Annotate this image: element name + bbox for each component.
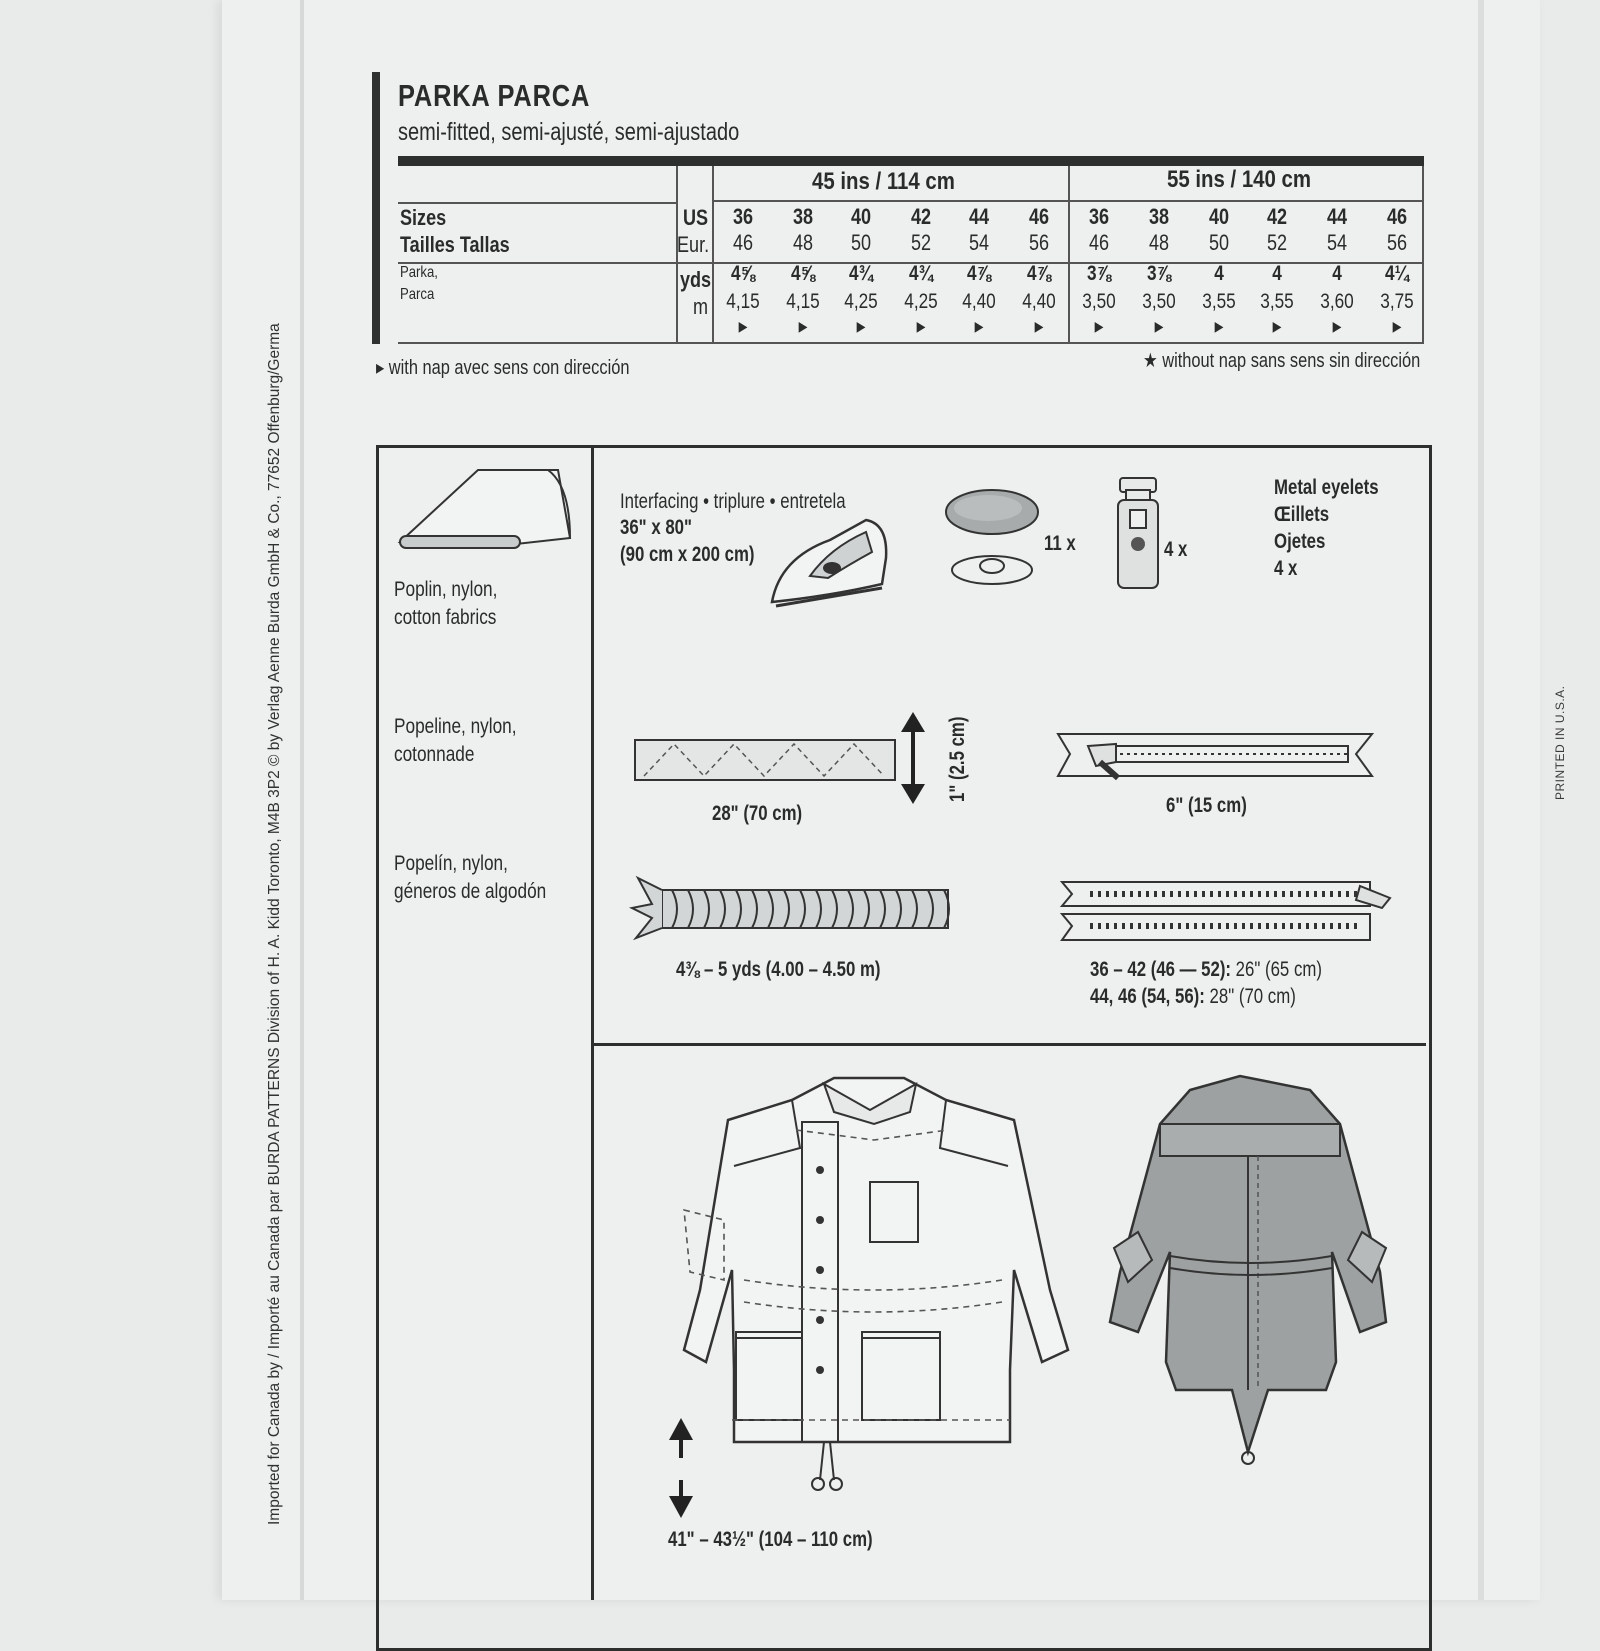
nap-mark: ▶ [916, 318, 926, 334]
snap-fastener-icon [944, 488, 1044, 588]
size-eur: 56 [1386, 230, 1408, 255]
box-divider [594, 1043, 1426, 1046]
size-us: 40 [1208, 204, 1230, 229]
cord-stopper-icon [1116, 476, 1160, 590]
stopper-quantity: 4 x [1164, 538, 1188, 561]
width-group-45: 45 ins / 114 cm [812, 168, 955, 195]
width-arrow-icon [898, 712, 928, 804]
yardage-yds: 4⅞ [1027, 262, 1051, 285]
yardage-meters: 3,55 [1260, 290, 1294, 313]
garment-length: 41" – 43½" (104 – 110 cm) [668, 1528, 873, 1551]
yardage-meters: 3,55 [1202, 290, 1236, 313]
table-top-rule [398, 156, 1424, 166]
size-eur: 48 [792, 230, 814, 255]
fabric-line: Popeline, nylon, [394, 715, 517, 738]
size-us: 42 [1266, 204, 1288, 229]
yardage-meters: 4,40 [962, 290, 996, 313]
nap-mark: ▶ [1154, 318, 1164, 334]
yardage-yds: 4¾ [849, 262, 873, 285]
yardage-yds: 4¾ [909, 262, 933, 285]
us-label: US [683, 205, 709, 230]
size-eur: 46 [732, 230, 754, 255]
size-us: 38 [792, 204, 814, 229]
fabric-line: cotonnade [394, 743, 475, 766]
nap-mark: ▶ [798, 318, 808, 334]
size-us: 40 [850, 204, 872, 229]
eur-label: Eur. [677, 232, 710, 257]
sizes-label: Sizes [400, 205, 447, 230]
size-us: 36 [732, 204, 754, 229]
tailles-label: Tailles Tallas [400, 232, 510, 257]
fabric-bolt-icon [398, 466, 570, 556]
yardage-meters: 3,60 [1320, 290, 1354, 313]
front-button [816, 1216, 824, 1224]
yardage-meters: 4,15 [786, 290, 820, 313]
zipper-length-value: 26" (65 cm) [1231, 958, 1322, 981]
size-eur: 50 [1208, 230, 1230, 255]
garment-title: PARKA PARCA [398, 78, 591, 113]
size-us: 36 [1088, 204, 1110, 229]
size-us: 38 [1148, 204, 1170, 229]
eyelets-line: Metal eyelets [1274, 476, 1379, 499]
yardage-yds: 4⅞ [967, 262, 991, 285]
front-button [816, 1266, 824, 1274]
nap-mark: ▶ [856, 318, 866, 334]
yardage-meters: 3,50 [1142, 290, 1176, 313]
parka-front-illustration [684, 1070, 1074, 1530]
long-zipper-sizes-1 [1090, 956, 1322, 983]
zipper-sizes-range: 44, 46 (54, 56): [1090, 985, 1205, 1008]
table-rule [398, 342, 1424, 344]
without-nap-legend: ★ without nap sans sens sin dirección [1143, 350, 1421, 372]
front-button [816, 1366, 824, 1374]
size-eur: 54 [968, 230, 990, 255]
tape-width: 1" (2.5 cm) [946, 716, 969, 802]
eyelets-quantity: 4 x [1274, 557, 1298, 580]
twill-tape-icon [634, 736, 896, 784]
size-us: 44 [968, 204, 990, 229]
fabric-es [394, 850, 546, 906]
yardage-meters: 4,15 [726, 290, 760, 313]
page-fold-shadow [300, 0, 304, 1600]
size-eur: 54 [1326, 230, 1348, 255]
size-eur: 52 [1266, 230, 1288, 255]
yardage-yds: 4 [1332, 262, 1342, 285]
size-eur: 46 [1088, 230, 1110, 255]
size-us: 46 [1028, 204, 1050, 229]
yardage-meters: 3,50 [1082, 290, 1116, 313]
fabric-fr [394, 713, 517, 769]
table-rule [1068, 166, 1070, 344]
eyelets-line: Œillets [1274, 503, 1330, 526]
eyelets-line: Ojetes [1274, 530, 1326, 553]
size-us: 44 [1326, 204, 1348, 229]
eyelets-label [1274, 474, 1379, 582]
yardage-yds: 4 [1272, 262, 1282, 285]
iron-icon [770, 518, 888, 608]
size-us: 46 [1386, 204, 1408, 229]
yardage-yds: 3⅞ [1087, 262, 1111, 285]
yardage-yds: 4¼ [1385, 262, 1409, 285]
size-eur: 48 [1148, 230, 1170, 255]
m-label: m [693, 294, 709, 319]
drawcord-icon [632, 878, 952, 940]
nap-mark: ▶ [1332, 318, 1342, 334]
nap-mark: ▶ [1034, 318, 1044, 334]
box-divider [591, 448, 594, 1600]
fabric-line: Poplin, nylon, [394, 578, 498, 601]
zipper-sizes-range: 36 – 42 (46 — 52): [1090, 958, 1232, 981]
with-nap-legend: ▸ with nap avec sens con dirección [376, 357, 630, 379]
interfacing-size: 36" x 80" [620, 516, 692, 539]
long-zipper-sizes-2 [1090, 983, 1296, 1010]
nap-mark: ▶ [1094, 318, 1104, 334]
yardage-meters: 4,40 [1022, 290, 1056, 313]
yardage-yds: 4⅝ [791, 262, 815, 285]
fabric-line: cotton fabrics [394, 606, 497, 629]
zipper-length-value: 28" (70 cm) [1204, 985, 1296, 1008]
size-eur: 50 [850, 230, 872, 255]
table-rule [1422, 166, 1424, 344]
nap-mark: ▶ [974, 318, 984, 334]
drawcord-length: 4⅜ – 5 yds (4.00 – 4.50 m) [676, 958, 881, 981]
short-zipper-icon [1056, 732, 1374, 778]
nap-mark: ▶ [1392, 318, 1402, 334]
yds-label: yds [680, 267, 712, 292]
front-button [816, 1316, 824, 1324]
yardage-yds: 4 [1214, 262, 1224, 285]
snaps-quantity: 11 x [1044, 532, 1076, 555]
length-arrow-icon [666, 1418, 696, 1518]
separating-zipper-icon [1060, 880, 1398, 944]
importer-notice: Imported for Canada by / Importé au Canada par BURDA PATTERNS Division of H. A. Kidd Toronto, M4B 3P2 © by Verlag Aenne Burda GmbH & Co., 77652 Offenburg/Germa [266, 323, 283, 1525]
short-zipper-length: 6" (15 cm) [1166, 794, 1247, 817]
nap-mark: ▶ [738, 318, 748, 334]
yardage-meters: 4,25 [844, 290, 878, 313]
table-rule [712, 166, 714, 344]
interfacing-label: Interfacing • triplure • entretela [620, 490, 846, 513]
fabric-line: Popelín, nylon, [394, 852, 508, 875]
size-us: 42 [910, 204, 932, 229]
size-eur: 56 [1028, 230, 1050, 255]
interfacing-size-metric: (90 cm x 200 cm) [620, 543, 755, 566]
garment-subtitle: semi-fitted, semi-ajusté, semi-ajustado [398, 118, 740, 146]
page-edge [1478, 0, 1484, 1600]
fabric-line: géneros de algodón [394, 880, 547, 903]
yardage-yds: 3⅞ [1147, 262, 1171, 285]
printed-in-notice: PRINTED IN U.S.A. [1553, 685, 1567, 800]
fabric-en [394, 576, 497, 632]
nap-mark: ▶ [1272, 318, 1282, 334]
yardage-yds: 4⅝ [731, 262, 755, 285]
yardage-meters: 4,25 [904, 290, 938, 313]
item-label: Parka, [400, 264, 438, 281]
item-label: Parca [400, 286, 435, 303]
size-eur: 52 [910, 230, 932, 255]
tape-length: 28" (70 cm) [712, 802, 803, 825]
nap-mark: ▶ [1214, 318, 1224, 334]
table-rule [398, 202, 676, 204]
width-group-55: 55 ins / 140 cm [1167, 166, 1312, 193]
title-bar [372, 72, 380, 344]
front-button [816, 1166, 824, 1174]
yardage-meters: 3,75 [1380, 290, 1414, 313]
parka-back-illustration [1090, 1072, 1410, 1452]
